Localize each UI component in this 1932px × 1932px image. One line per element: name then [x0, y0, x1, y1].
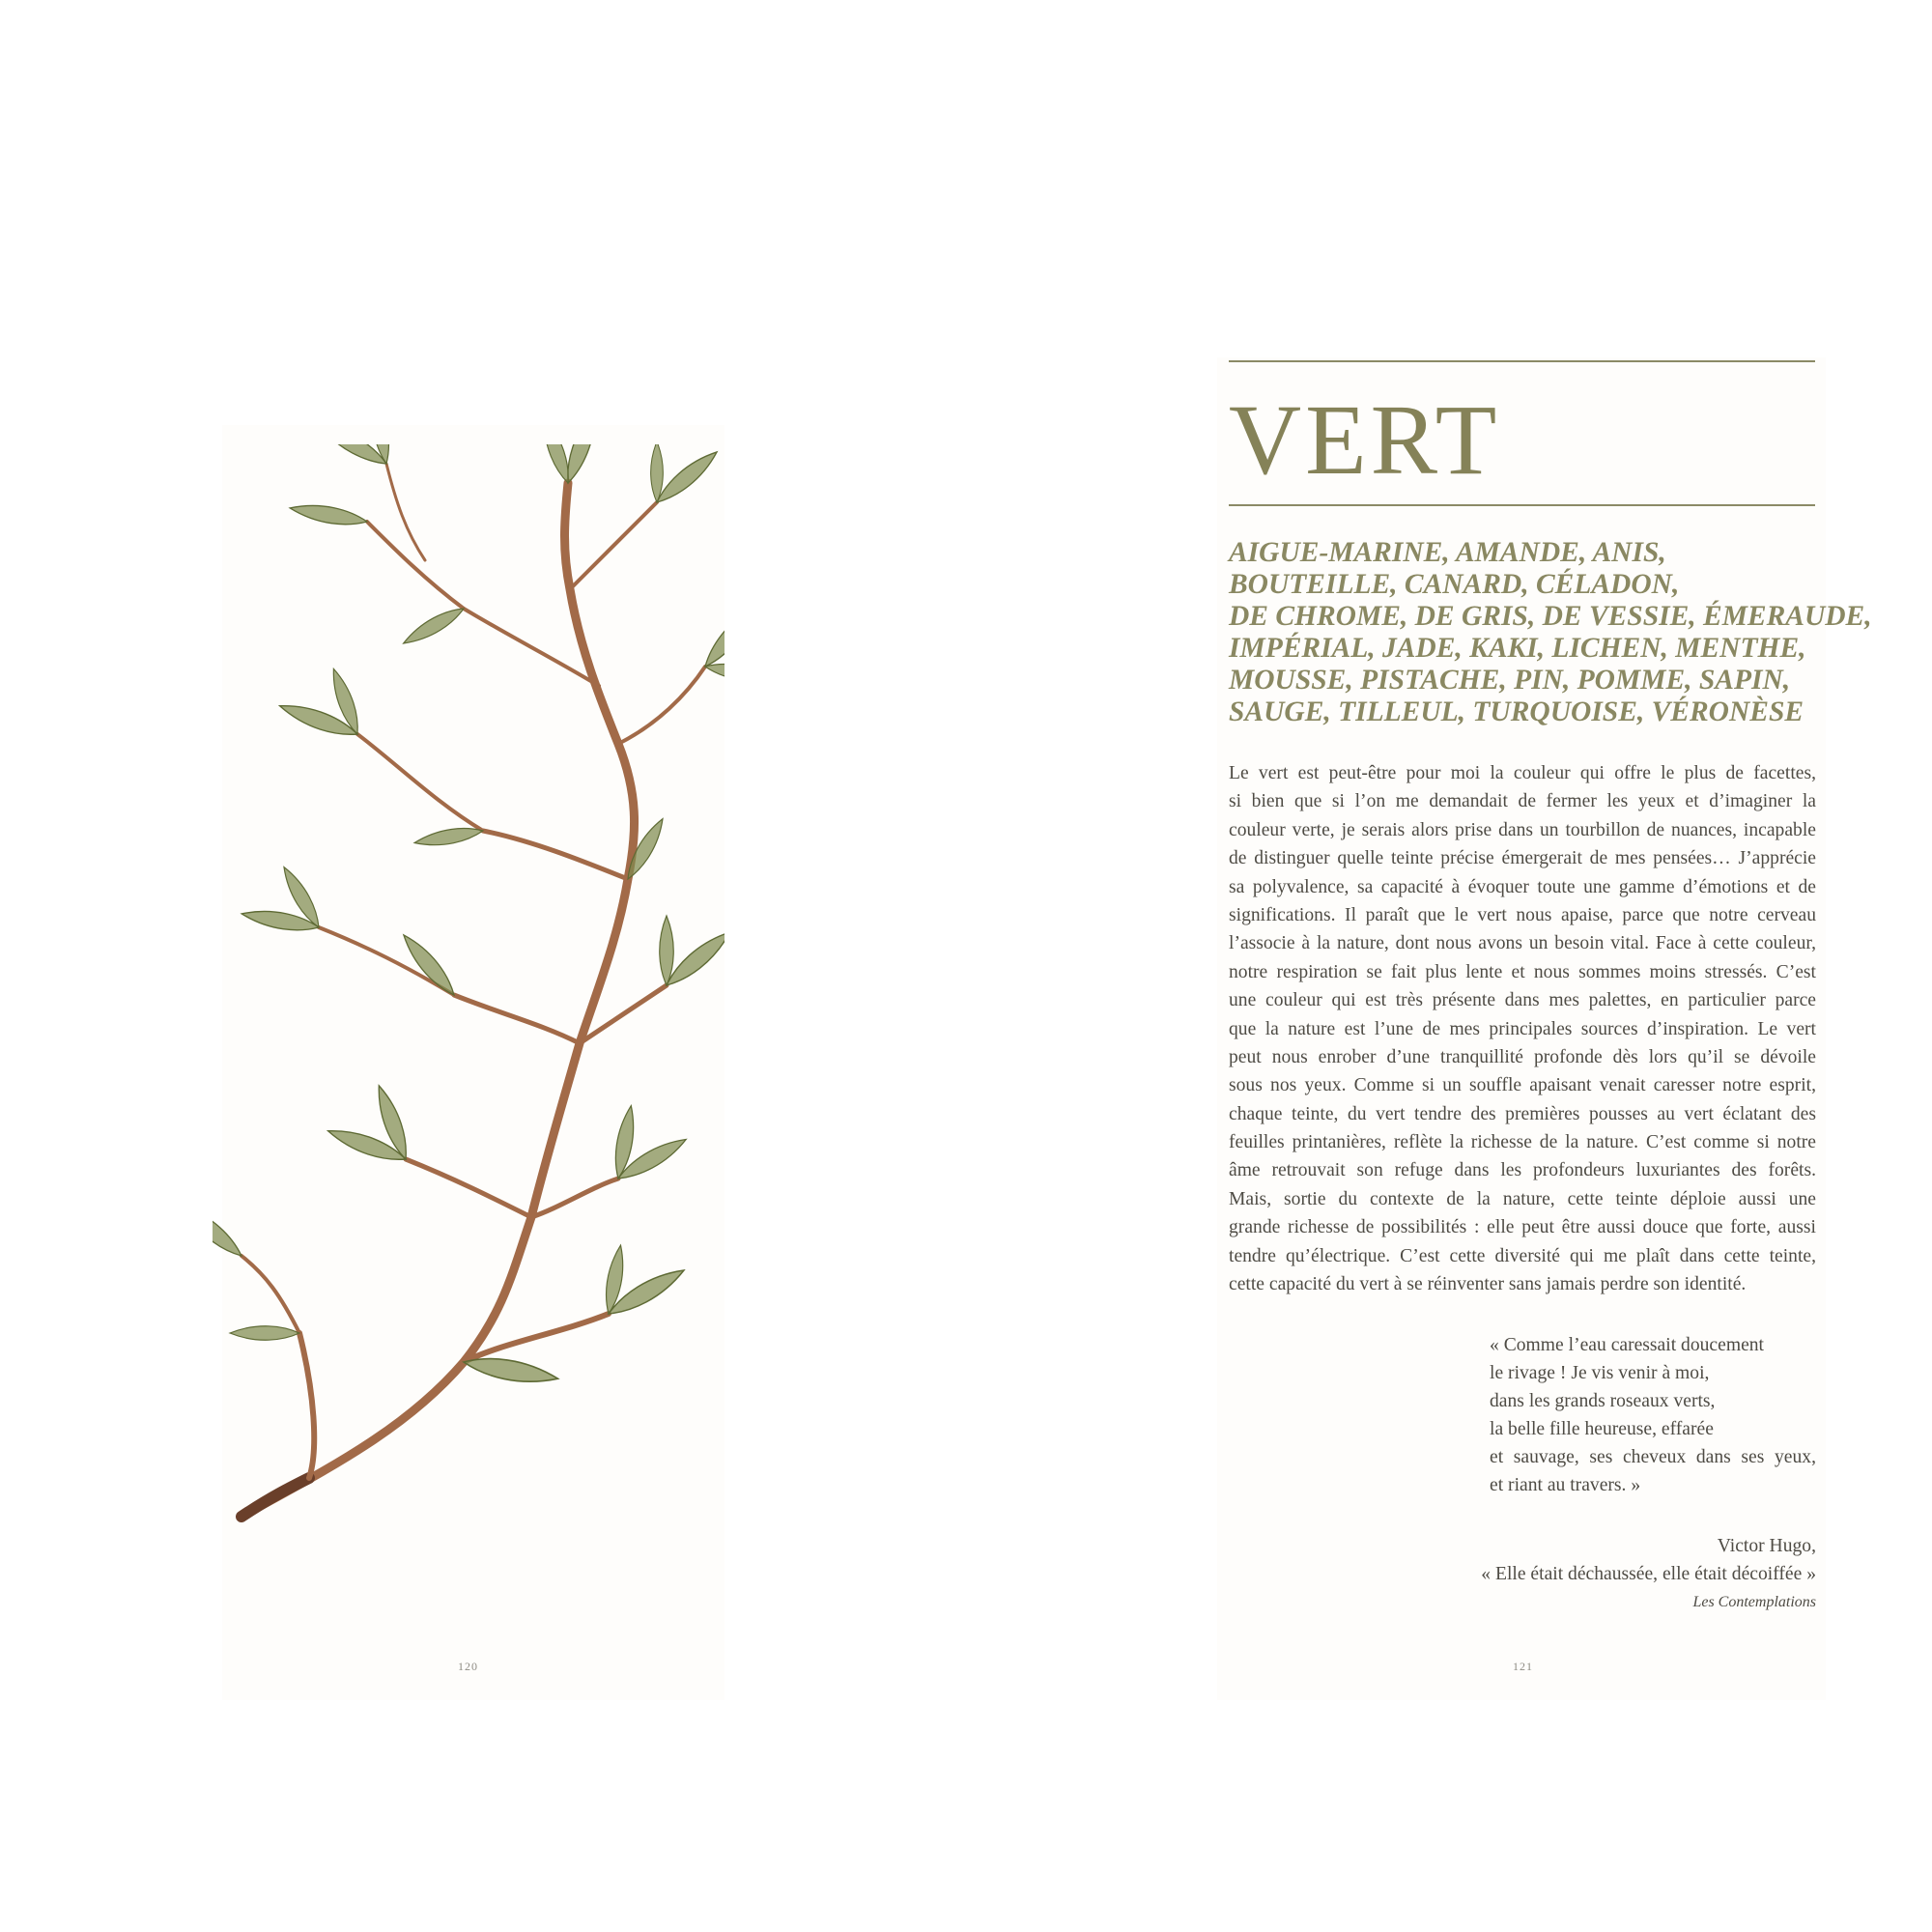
body-line: grande richesse de possibilités : elle peut être aussi douce que forte, aussi: [1229, 1217, 1816, 1238]
body-line: l’associe à la nature, dont nous avons un besoin vital. Face à cette couleur,: [1229, 933, 1816, 954]
body-line: âme retrouvait son refuge dans les profondeurs luxuriantes des forêts.: [1229, 1160, 1816, 1181]
page-number-left: 120: [458, 1660, 478, 1673]
body-line: peut nous enrober d’une tranquillité profonde dès lors qu’il se dévoile: [1229, 1046, 1816, 1067]
quote-line: le rivage ! Je vis venir à moi,: [1490, 1363, 1710, 1383]
body-line: cette capacité du vert à se réinventer sans jamais perdre son identité.: [1229, 1274, 1747, 1295]
body-paragraph: [1229, 759, 1816, 1298]
quote-line: dans les grands roseaux verts,: [1490, 1391, 1716, 1411]
body-line: de distinguer quelle teinte précise émergerait de mes pensées… J’apprécie: [1229, 848, 1816, 869]
shade-list-line: MOUSSE, PISTACHE, PIN, POMME, SAPIN,: [1229, 665, 1791, 696]
quote-line: la belle fille heureuse, effarée: [1490, 1419, 1714, 1439]
body-line: Mais, sortie du contexte de la nature, cette teinte déploie aussi une: [1229, 1188, 1816, 1209]
body-line: significations. Il paraît que le vert nous apaise, parce que notre cerveau: [1229, 904, 1816, 925]
attribution-author: Victor Hugo,: [1717, 1536, 1816, 1556]
body-line: feuilles printanières, reflète la richesse de la nature. C’est comme si notre: [1229, 1132, 1816, 1153]
quote-attribution: [1430, 1532, 1816, 1616]
title-bottom-rule: [1229, 504, 1815, 506]
body-line: que la nature est l’une de mes principales sources d’inspiration. Le vert: [1229, 1018, 1816, 1039]
title-top-rule: [1229, 360, 1815, 362]
body-line: si bien que si l’on me demandait de fermer les yeux et d’imaginer la: [1229, 791, 1816, 812]
shade-list-line: DE CHROME, DE GRIS, DE VESSIE, ÉMERAUDE,: [1229, 601, 1872, 632]
shade-list-line: BOUTEILLE, CANARD, CÉLADON,: [1229, 569, 1680, 600]
body-line: sous nos yeux. Comme si un souffle apaisant venait caresser notre esprit,: [1229, 1075, 1816, 1096]
quote-line: et sauvage, ses cheveux dans ses yeux,: [1490, 1447, 1816, 1467]
body-line: chaque teinte, du vert tendre des premières pousses au vert éclatant des: [1229, 1103, 1816, 1124]
body-line: notre respiration se fait plus lente et nous sommes moins stressés. C’est: [1229, 961, 1816, 982]
body-line: couleur verte, je serais alors prise dans un tourbillon de nuances, incapable: [1229, 819, 1816, 840]
page-number-right: 121: [1513, 1660, 1533, 1673]
shade-list-line: AIGUE-MARINE, AMANDE, ANIS,: [1229, 537, 1666, 568]
shade-list-line: IMPÉRIAL, JADE, KAKI, LICHEN, MENTHE,: [1229, 633, 1806, 664]
body-line: Le vert est peut-être pour moi la couleur qui offre le plus de facettes,: [1229, 763, 1816, 783]
body-line: une couleur qui est très présente dans mes palettes, en particulier parce: [1229, 990, 1816, 1011]
watercolor-leafy-branch-icon: [213, 444, 724, 1546]
quote-line: et riant au travers. »: [1490, 1475, 1641, 1495]
attribution-work: Les Contemplations: [1692, 1594, 1816, 1610]
shade-list-line: SAUGE, TILLEUL, TURQUOISE, VÉRONÈSE: [1229, 696, 1804, 727]
body-line: tendre qu’électrique. C’est cette diversité qui me plaît dans cette teinte,: [1229, 1245, 1816, 1266]
body-line: sa polyvalence, sa capacité à évoquer toute une gamme d’émotions et de: [1229, 876, 1816, 897]
quote-line: « Comme l’eau caressait doucement: [1490, 1335, 1765, 1355]
page-title: VERT: [1229, 384, 1501, 496]
epigraph-quote: [1490, 1331, 1816, 1499]
attribution-poem: « Elle était déchaussée, elle était décoiffée »: [1481, 1564, 1816, 1584]
shade-list: [1229, 537, 1872, 728]
